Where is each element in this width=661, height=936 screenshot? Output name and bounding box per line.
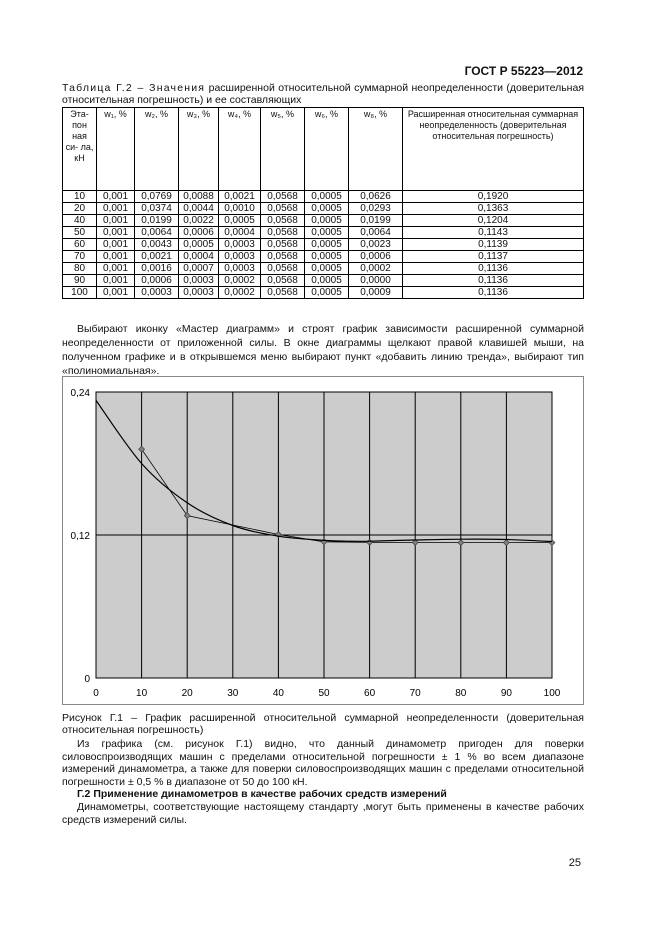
paragraph-application: Динамометры, соответствующие настоящему стандарту ,могут быть применены в качестве рабочих средств измерений силы. [62,801,584,826]
col-header-force: Эта- пон ная си- ла, кН [63,108,97,191]
document-header: ГОСТ Р 55223—2012 [464,64,583,78]
cell-expanded: 0,1137 [403,251,584,263]
cell-force: 100 [63,287,97,299]
y-tick-label: 0,12 [70,531,90,542]
col-header-w2: w₂, % [135,108,179,191]
cell-expanded: 0,1136 [403,275,584,287]
cell-force: 50 [63,227,97,239]
table-row [63,203,584,215]
cell-force: 40 [63,215,97,227]
col-header-expanded-uncertainty: Расширенная относительная суммарная неопределенность (доверительная относительная погрешность) [403,108,584,191]
cell-w6: 0,0005 [305,287,349,299]
table-row [63,191,584,203]
table-row [63,239,584,251]
cell-w8: 0,0023 [349,239,403,251]
cell-w1: 0,001 [97,251,135,263]
x-tick-label: 10 [136,688,148,699]
cell-w2: 0,0016 [135,263,179,275]
cell-w3: 0,0005 [179,239,219,251]
cell-w3: 0,0022 [179,215,219,227]
cell-w4: 0,0021 [219,191,261,203]
cell-w5: 0,0568 [261,275,305,287]
cell-w8: 0,0009 [349,287,403,299]
x-tick-label: 80 [455,688,467,699]
cell-w3: 0,0007 [179,263,219,275]
x-tick-label: 30 [227,688,239,699]
cell-w5: 0,0568 [261,251,305,263]
cell-w6: 0,0005 [305,275,349,287]
col-header-w4: w₄, % [219,108,261,191]
cell-w8: 0,0002 [349,263,403,275]
cell-w8: 0,0000 [349,275,403,287]
cell-force: 60 [63,239,97,251]
cell-force: 80 [63,263,97,275]
paragraph-conclusion: Из графика (см. рисунок Г.1) видно, что данный динамометр пригоден для поверки силовоспроизводящих машин с пределами относительной погрешности ± 1 % во всем диапазоне измерений динамометра, а также для поверки силовоспроизводящих машин с пределами относительной погрешности ± 0,5 % в диапазоне от 50 до 100 кН. [62,738,584,788]
cell-w4: 0,0010 [219,203,261,215]
cell-w5: 0,0568 [261,287,305,299]
cell-expanded: 0,1139 [403,239,584,251]
table-caption-label: Таблица Г.2 – Значения [62,82,206,94]
cell-w6: 0,0005 [305,263,349,275]
cell-w5: 0,0568 [261,263,305,275]
cell-w8: 0,0626 [349,191,403,203]
table-row [63,215,584,227]
col-header-w1: w₁, % [97,108,135,191]
cell-w1: 0,001 [97,239,135,251]
cell-w2: 0,0006 [135,275,179,287]
cell-w2: 0,0021 [135,251,179,263]
table-caption [62,82,584,106]
cell-w1: 0,001 [97,275,135,287]
cell-w1: 0,001 [97,263,135,275]
cell-w5: 0,0568 [261,227,305,239]
cell-w4: 0,0004 [219,227,261,239]
cell-w4: 0,0003 [219,263,261,275]
uncertainty-table [62,107,584,299]
cell-w3: 0,0004 [179,251,219,263]
cell-expanded: 0,1136 [403,263,584,275]
cell-w6: 0,0005 [305,203,349,215]
paragraph-chart-wizard: Выбирают иконку «Мастер диаграмм» и строят график зависимости расширенной суммарной неопределенности от приложенной силы. В окне диаграммы щелкают правой клавишей мыши, на полученном графике и в открывшемся меню выбирают пункт «добавить линию тренда», выбирают тип «полиномиальная». [62,323,584,377]
cell-w3: 0,0044 [179,203,219,215]
cell-w4: 0,0003 [219,251,261,263]
cell-expanded: 0,1363 [403,203,584,215]
cell-w3: 0,0003 [179,275,219,287]
cell-w6: 0,0005 [305,251,349,263]
cell-w5: 0,0568 [261,239,305,251]
x-tick-label: 20 [181,688,193,699]
cell-w3: 0,0006 [179,227,219,239]
table-header-row [63,108,584,191]
cell-w5: 0,0568 [261,203,305,215]
cell-w6: 0,0005 [305,215,349,227]
cell-w6: 0,0005 [305,227,349,239]
cell-w5: 0,0568 [261,215,305,227]
cell-w2: 0,0003 [135,287,179,299]
col-header-w3: w₃, % [179,108,219,191]
cell-w2: 0,0769 [135,191,179,203]
cell-w2: 0,0043 [135,239,179,251]
cell-w2: 0,0374 [135,203,179,215]
cell-w8: 0,0293 [349,203,403,215]
cell-expanded: 0,1143 [403,227,584,239]
table-caption-text: расширенной относительной суммарной неопределенности (доверительная относительная погрешность) и ее составляющих [62,82,585,106]
cell-w5: 0,0568 [261,191,305,203]
cell-force: 10 [63,191,97,203]
cell-w6: 0,0005 [305,239,349,251]
cell-w6: 0,0005 [305,191,349,203]
cell-force: 90 [63,275,97,287]
cell-w2: 0,0199 [135,215,179,227]
table-row [63,275,584,287]
cell-expanded: 0,1136 [403,287,584,299]
uncertainty-chart [62,376,584,706]
x-tick-label: 90 [500,688,512,699]
table-row [63,287,584,299]
cell-w8: 0,0064 [349,227,403,239]
page-number: 25 [568,857,581,869]
cell-force: 70 [63,251,97,263]
cell-expanded: 0,1204 [403,215,584,227]
y-tick-label: 0 [84,674,90,685]
cell-w1: 0,001 [97,227,135,239]
col-header-w5: w₅, % [261,108,305,191]
cell-w1: 0,001 [97,287,135,299]
figure-caption: Рисунок Г.1 – График расширенной относительной суммарной неопределенности (доверительная относительная погрешность) [62,712,584,736]
cell-w4: 0,0005 [219,215,261,227]
col-header-w8: w₈, % [349,108,403,191]
cell-w1: 0,001 [97,215,135,227]
cell-w4: 0,0002 [219,287,261,299]
cell-w3: 0,0003 [179,287,219,299]
col-header-w6: w₆, % [305,108,349,191]
cell-w4: 0,0002 [219,275,261,287]
cell-w8: 0,0006 [349,251,403,263]
x-tick-label: 0 [93,688,99,699]
cell-force: 20 [63,203,97,215]
x-tick-label: 50 [318,688,330,699]
table-row [63,263,584,275]
x-tick-label: 100 [543,688,561,699]
y-tick-label: 0,24 [70,388,90,399]
cell-expanded: 0,1920 [403,191,584,203]
cell-w4: 0,0003 [219,239,261,251]
section-heading: Г.2 Применение динамометров в качестве рабочих средств измерений [77,788,447,800]
cell-w8: 0,0199 [349,215,403,227]
cell-w1: 0,001 [97,191,135,203]
x-tick-label: 60 [364,688,376,699]
cell-w2: 0,0064 [135,227,179,239]
x-tick-label: 40 [272,688,284,699]
table-row [63,251,584,263]
cell-w3: 0,0088 [179,191,219,203]
cell-w1: 0,001 [97,203,135,215]
x-tick-label: 70 [409,688,421,699]
table-row [63,227,584,239]
